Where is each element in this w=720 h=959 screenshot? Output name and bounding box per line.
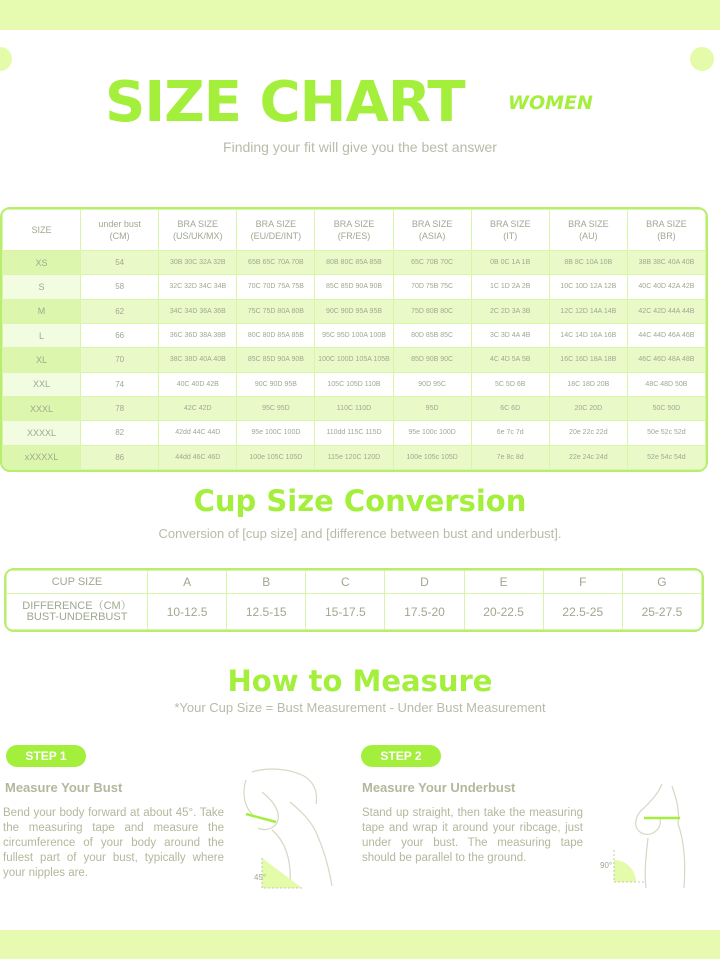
- cup-difference-row: [7, 594, 702, 630]
- underbust-cell: 74: [81, 372, 159, 396]
- cup-difference-cell: 15-17.5: [306, 594, 385, 630]
- bra-size-cell: 6e 7c 7d: [471, 421, 549, 445]
- size-table-header-cell: [549, 210, 627, 251]
- size-table-row: [3, 323, 706, 347]
- cup-letter-cell: F: [543, 571, 622, 594]
- bra-size-cell: 0B 0C 1A 1B: [471, 251, 549, 275]
- size-table-header-cell: [393, 210, 471, 251]
- size-chart-table: [0, 207, 708, 472]
- bra-size-cell: 40C 40D 42A 42B: [627, 275, 705, 299]
- figure-outline-icon: [244, 769, 332, 886]
- bra-size-cell: 85C 85D 90A 90B: [315, 275, 393, 299]
- bra-size-cell: 90D 95C: [393, 372, 471, 396]
- bra-size-cell: 20C 20D: [549, 396, 627, 420]
- size-cell: XL: [3, 348, 81, 372]
- angle-label-45: 45°: [254, 873, 267, 882]
- bra-size-cell: 6C 6D: [471, 396, 549, 420]
- step1-title: Measure Your Bust: [5, 780, 123, 795]
- bra-size-cell: 65B 65C 70A 70B: [237, 251, 315, 275]
- bra-size-cell: 36C 36D 38A 38B: [159, 323, 237, 347]
- bra-size-cell: 2C 2D 3A 3B: [471, 299, 549, 323]
- angle-wedge-icon: [614, 860, 636, 882]
- difference-label-line2: BUST-UNDERBUST: [26, 610, 128, 623]
- bra-size-cell: 40C 40D 42B: [159, 372, 237, 396]
- bra-size-cell: 42C 42D 44A 44B: [627, 299, 705, 323]
- bra-size-cell: 38B 38C 40A 40B: [627, 251, 705, 275]
- size-table-row: [3, 299, 706, 323]
- underbust-cell: 66: [81, 323, 159, 347]
- bra-size-cell: 3C 3D 4A 4B: [471, 323, 549, 347]
- measure-section-title: How to Measure: [227, 664, 493, 698]
- cup-letter-cell: G: [622, 571, 701, 594]
- bra-size-cell: 95C 95D: [237, 396, 315, 420]
- step2-title: Measure Your Underbust: [362, 780, 516, 795]
- header-line: (BR): [657, 231, 676, 241]
- bra-size-cell: 48C 48D 50B: [627, 372, 705, 396]
- bra-size-cell: 8B 8C 10A 10B: [549, 251, 627, 275]
- bra-size-cell: 110C 110D: [315, 396, 393, 420]
- bra-size-cell: 85C 85D 90A 90B: [237, 348, 315, 372]
- size-table-header-cell: [159, 210, 237, 251]
- underbust-cell: 62: [81, 299, 159, 323]
- underbust-cell: 78: [81, 396, 159, 420]
- cup-difference-cell: 25-27.5: [622, 594, 701, 630]
- size-table-header-cell: [627, 210, 705, 251]
- underbust-cell: 82: [81, 421, 159, 445]
- bra-size-cell: 90C 90D 95A 95B: [315, 299, 393, 323]
- bra-size-cell: 22e 24c 24d: [549, 445, 627, 469]
- bra-size-cell: 10C 10D 12A 12B: [549, 275, 627, 299]
- bra-size-cell: 100C 100D 105A 105B: [315, 348, 393, 372]
- bra-size-cell: 16C 16D 18A 18B: [549, 348, 627, 372]
- cup-difference-cell: 12.5-15: [227, 594, 306, 630]
- bra-size-cell: 38C 38D 40A 40B: [159, 348, 237, 372]
- cup-size-label: CUP SIZE: [7, 571, 148, 594]
- size-table-header-cell: [3, 210, 81, 251]
- size-table-row: [3, 445, 706, 469]
- underbust-measure-illustration: [588, 780, 708, 892]
- measure-section-subtitle: *Your Cup Size = Bust Measurement - Under Bust Measurement: [174, 700, 546, 715]
- bra-size-cell: 70D 75B 75C: [393, 275, 471, 299]
- size-table-header-row: [3, 210, 706, 251]
- bra-size-cell: 65C 70B 70C: [393, 251, 471, 275]
- bra-size-cell: 95e 100c 100D: [393, 421, 471, 445]
- size-table-row: [3, 275, 706, 299]
- bra-size-cell: 18C 18D 20B: [549, 372, 627, 396]
- bra-size-cell: 52e 54c 54d: [627, 445, 705, 469]
- bra-size-cell: 32C 32D 34C 34B: [159, 275, 237, 299]
- size-cell: L: [3, 323, 81, 347]
- underbust-cell: 86: [81, 445, 159, 469]
- bra-size-cell: 95C 95D 100A 100B: [315, 323, 393, 347]
- step2-badge: STEP 2: [361, 745, 441, 767]
- header-line: BRA SIZE: [489, 219, 531, 229]
- bra-size-cell: 14C 14D 16A 16B: [549, 323, 627, 347]
- underbust-cell: 70: [81, 348, 159, 372]
- bra-size-cell: 80C 80D 85A 85B: [237, 323, 315, 347]
- bra-size-cell: 30B 30C 32A 32B: [159, 251, 237, 275]
- bra-size-cell: 42C 42D: [159, 396, 237, 420]
- size-table-header-cell: [237, 210, 315, 251]
- cup-letter-cell: E: [464, 571, 543, 594]
- top-band: [0, 0, 720, 30]
- page-title: SIZE CHART: [105, 70, 465, 135]
- measuring-tape-icon: [246, 814, 276, 822]
- size-table-header-cell: [471, 210, 549, 251]
- size-cell: XS: [3, 251, 81, 275]
- cup-letter-cell: C: [306, 571, 385, 594]
- bra-size-cell: 75D 80B 80C: [393, 299, 471, 323]
- cup-letter-cell: D: [385, 571, 464, 594]
- page-title-sub: WOMEN: [508, 92, 593, 114]
- angle-label-90: 90°: [600, 861, 613, 870]
- size-table-row: [3, 372, 706, 396]
- bra-size-cell: 4C 4D 5A 5B: [471, 348, 549, 372]
- bra-size-cell: 85D 90B 90C: [393, 348, 471, 372]
- bra-size-cell: 70C 70D 75A 75B: [237, 275, 315, 299]
- header-line: (ASIA): [418, 231, 446, 241]
- bra-size-cell: 100e 105c 105D: [393, 445, 471, 469]
- bottom-band: [0, 930, 720, 959]
- bra-size-cell: 50C 50D: [627, 396, 705, 420]
- header-line: BRA SIZE: [646, 219, 687, 229]
- underbust-cell: 54: [81, 251, 159, 275]
- bra-size-cell: 100e 105C 105D: [237, 445, 315, 469]
- bra-size-cell: 90C 90D 95B: [237, 372, 315, 396]
- size-cell: XXXL: [3, 396, 81, 420]
- bra-size-cell: 44C 44D 46A 46B: [627, 323, 705, 347]
- header-line: (US/UK/MX): [173, 231, 223, 241]
- size-cell: XXL: [3, 372, 81, 396]
- header-line: BRA SIZE: [333, 219, 375, 229]
- cup-difference-cell: 17.5-20: [385, 594, 464, 630]
- step2-text: Stand up straight, then take the measuring tape and wrap it around your ribcage, just under your bust. The measuring tape should be parallel to the ground.: [362, 807, 583, 864]
- bra-size-cell: 5C 5D 6B: [471, 372, 549, 396]
- header-line: under bust: [98, 219, 141, 229]
- size-cell: xXXXXL: [3, 445, 81, 469]
- bra-size-cell: 105C 105D 110B: [315, 372, 393, 396]
- size-cell: S: [3, 275, 81, 299]
- size-table-row: [3, 421, 706, 445]
- bra-size-cell: 12C 12D 14A 14B: [549, 299, 627, 323]
- size-cell: M: [3, 299, 81, 323]
- bra-size-cell: 95e 100C 100D: [237, 421, 315, 445]
- bra-size-cell: 34C 34D 36A 36B: [159, 299, 237, 323]
- tagline: Finding your fit will give you the best answer: [223, 139, 497, 155]
- size-cell: XXXXL: [3, 421, 81, 445]
- underbust-cell: 58: [81, 275, 159, 299]
- cup-letter-cell: B: [227, 571, 306, 594]
- cup-size-row: [7, 571, 702, 594]
- bra-size-cell: 42dd 44C 44D: [159, 421, 237, 445]
- header-line: (CM): [109, 231, 130, 241]
- bra-size-cell: 44dd 46C 46D: [159, 445, 237, 469]
- size-table-header-cell: [81, 210, 159, 251]
- header-line: BRA SIZE: [568, 219, 609, 229]
- header-line: BRA SIZE: [255, 219, 297, 229]
- bra-size-cell: 1C 1D 2A 2B: [471, 275, 549, 299]
- difference-label-line1: DIFFERENCE（CM）: [22, 599, 132, 612]
- angle-wedge-icon: [262, 858, 302, 888]
- bra-size-cell: 95D: [393, 396, 471, 420]
- size-table-header-cell: [315, 210, 393, 251]
- bra-size-cell: 75C 75D 80A 80B: [237, 299, 315, 323]
- bra-size-cell: 50e 52c 52d: [627, 421, 705, 445]
- header-line: (FR/ES): [337, 231, 371, 241]
- difference-label: [7, 594, 148, 630]
- size-table-row: [3, 348, 706, 372]
- bra-size-cell: 80B 80C 85A 85B: [315, 251, 393, 275]
- header-line: (IT): [503, 231, 518, 241]
- bust-measure-illustration: [232, 762, 344, 890]
- cup-conversion-table: [4, 568, 704, 632]
- header-line: SIZE: [31, 225, 52, 235]
- header-line: (AU): [579, 231, 598, 241]
- header-line: BRA SIZE: [411, 219, 453, 229]
- page-header: [0, 68, 720, 138]
- bra-size-cell: 110dd 115C 115D: [315, 421, 393, 445]
- cup-section-subtitle: Conversion of [cup size] and [difference between bust and underbust].: [158, 526, 562, 541]
- step1-badge: STEP 1: [6, 745, 86, 767]
- header-line: (EU/DE/INT): [250, 231, 302, 241]
- header-line: BRA SIZE: [177, 219, 219, 229]
- bra-size-cell: 7e 8c 8d: [471, 445, 549, 469]
- cup-difference-cell: 20-22.5: [464, 594, 543, 630]
- cup-difference-cell: 10-12.5: [148, 594, 227, 630]
- size-table-row: [3, 396, 706, 420]
- bra-size-cell: 20e 22c 22d: [549, 421, 627, 445]
- cup-letter-cell: A: [148, 571, 227, 594]
- cup-difference-cell: 22.5-25: [543, 594, 622, 630]
- figure-standing-icon: [636, 784, 685, 888]
- step1-text: Bend your body forward at about 45°. Take the measuring tape and measure the circumference of your body around the fullest part of your bust, typically where your nipples are.: [3, 807, 224, 879]
- bra-size-cell: 115e 120C 120D: [315, 445, 393, 469]
- cup-section-title: Cup Size Conversion: [193, 484, 527, 518]
- bra-size-cell: 80D 85B 85C: [393, 323, 471, 347]
- size-table-row: [3, 251, 706, 275]
- bra-size-cell: 46C 46D 48A 48B: [627, 348, 705, 372]
